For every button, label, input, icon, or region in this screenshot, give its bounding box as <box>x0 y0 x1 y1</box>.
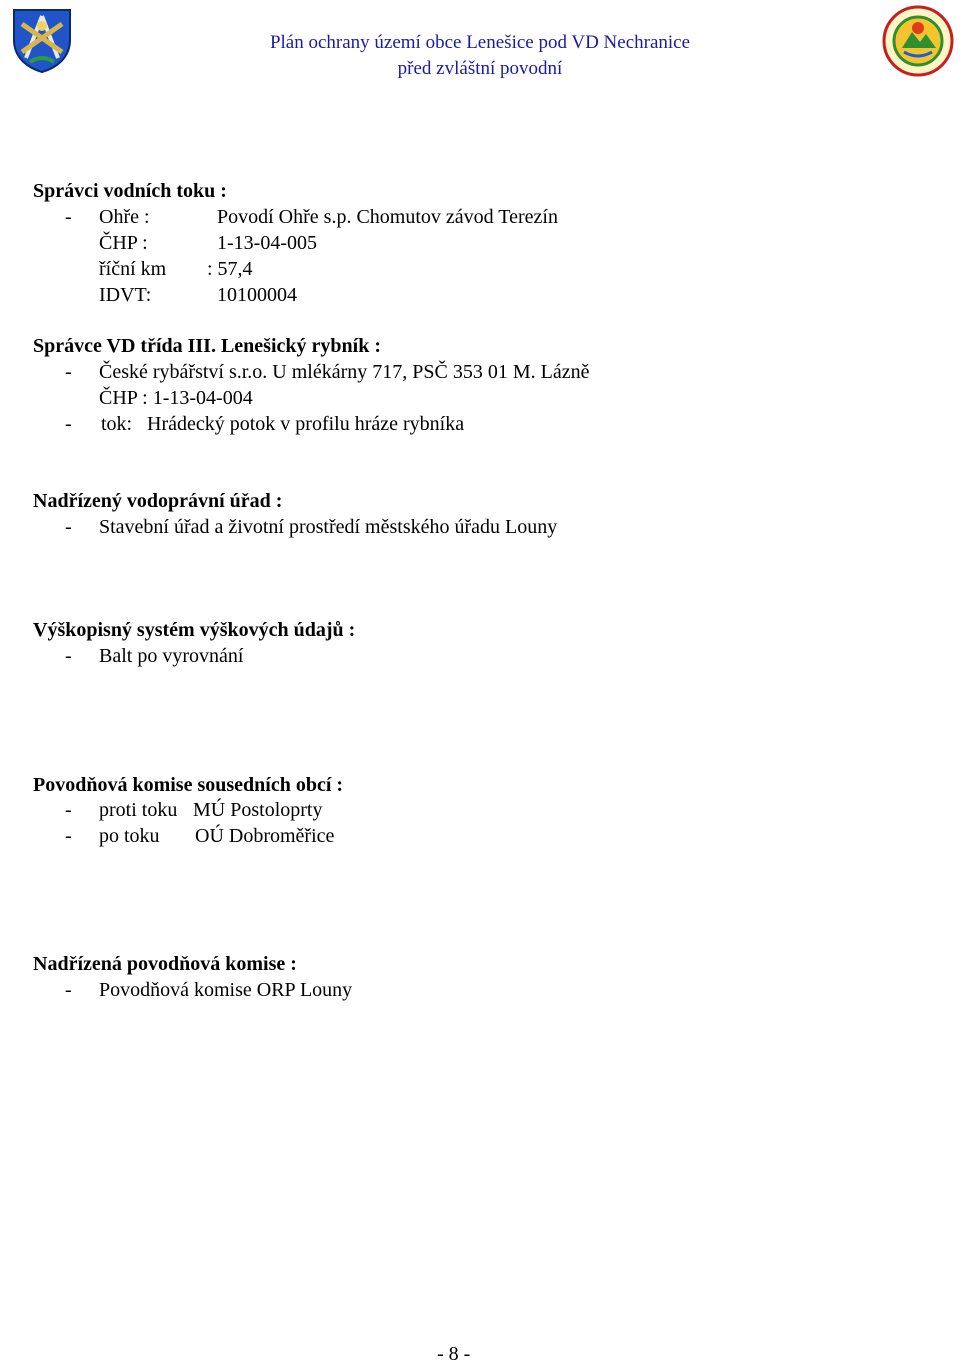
chp-value: 1-13-04-005 <box>217 232 317 254</box>
idvt-value: 10100004 <box>217 284 297 306</box>
stream-label: tok: <box>101 413 133 435</box>
downstream-value: OÚ Dobroměřice <box>195 825 335 847</box>
list-dash: - <box>65 413 72 435</box>
upstream-label: proti toku <box>99 799 178 821</box>
section-heading-water-authority: Nadřízený vodoprávní úřad : <box>33 490 283 512</box>
header-subtitle: před zvláštní povodní <box>397 58 563 79</box>
river-km-label: říční km <box>99 258 167 280</box>
page-number: - 8 - <box>437 1343 471 1365</box>
section-heading-neighbour-commissions: Povodňová komise sousedních obcí : <box>33 774 344 796</box>
water-authority-value: Stavební úřad a životní prostředí městského úřadu Louny <box>99 516 558 538</box>
list-dash: - <box>65 361 72 383</box>
river-value: Povodí Ohře s.p. Chomutov závod Terezín <box>217 206 558 228</box>
idvt-label: IDVT: <box>99 284 152 306</box>
list-dash: - <box>65 645 72 667</box>
reservoir-chp: ČHP : 1-13-04-004 <box>99 387 253 409</box>
downstream-label: po toku <box>99 825 160 847</box>
section-heading-reservoir-manager: Správce VD třída III. Lenešický rybník : <box>33 335 381 357</box>
section-heading-superior-commission: Nadřízená povodňová komise : <box>33 953 297 975</box>
list-dash: - <box>65 979 72 1001</box>
section-heading-water-managers: Správci vodních toku : <box>33 180 227 202</box>
list-dash: - <box>65 799 72 821</box>
stream-value: Hrádecký potok v profilu hráze rybníka <box>147 413 465 435</box>
list-dash: - <box>65 516 72 538</box>
chp-label: ČHP : <box>99 232 148 254</box>
height-system-value: Balt po vyrovnání <box>99 645 244 667</box>
upstream-value: MÚ Postoloprty <box>193 799 323 821</box>
list-dash: - <box>65 825 72 847</box>
list-dash: - <box>65 206 72 228</box>
section-heading-height-system: Výškopisný systém výškových údajů : <box>33 619 356 641</box>
header-title: Plán ochrany území obce Lenešice pod VD Nechranice <box>269 32 691 53</box>
river-km-value: : 57,4 <box>207 258 253 280</box>
reservoir-manager-address: České rybářství s.r.o. U mlékárny 717, PSČ 353 01 M. Lázně <box>99 361 590 383</box>
river-label: Ohře : <box>99 206 150 228</box>
superior-commission-value: Povodňová komise ORP Louny <box>99 979 353 1001</box>
